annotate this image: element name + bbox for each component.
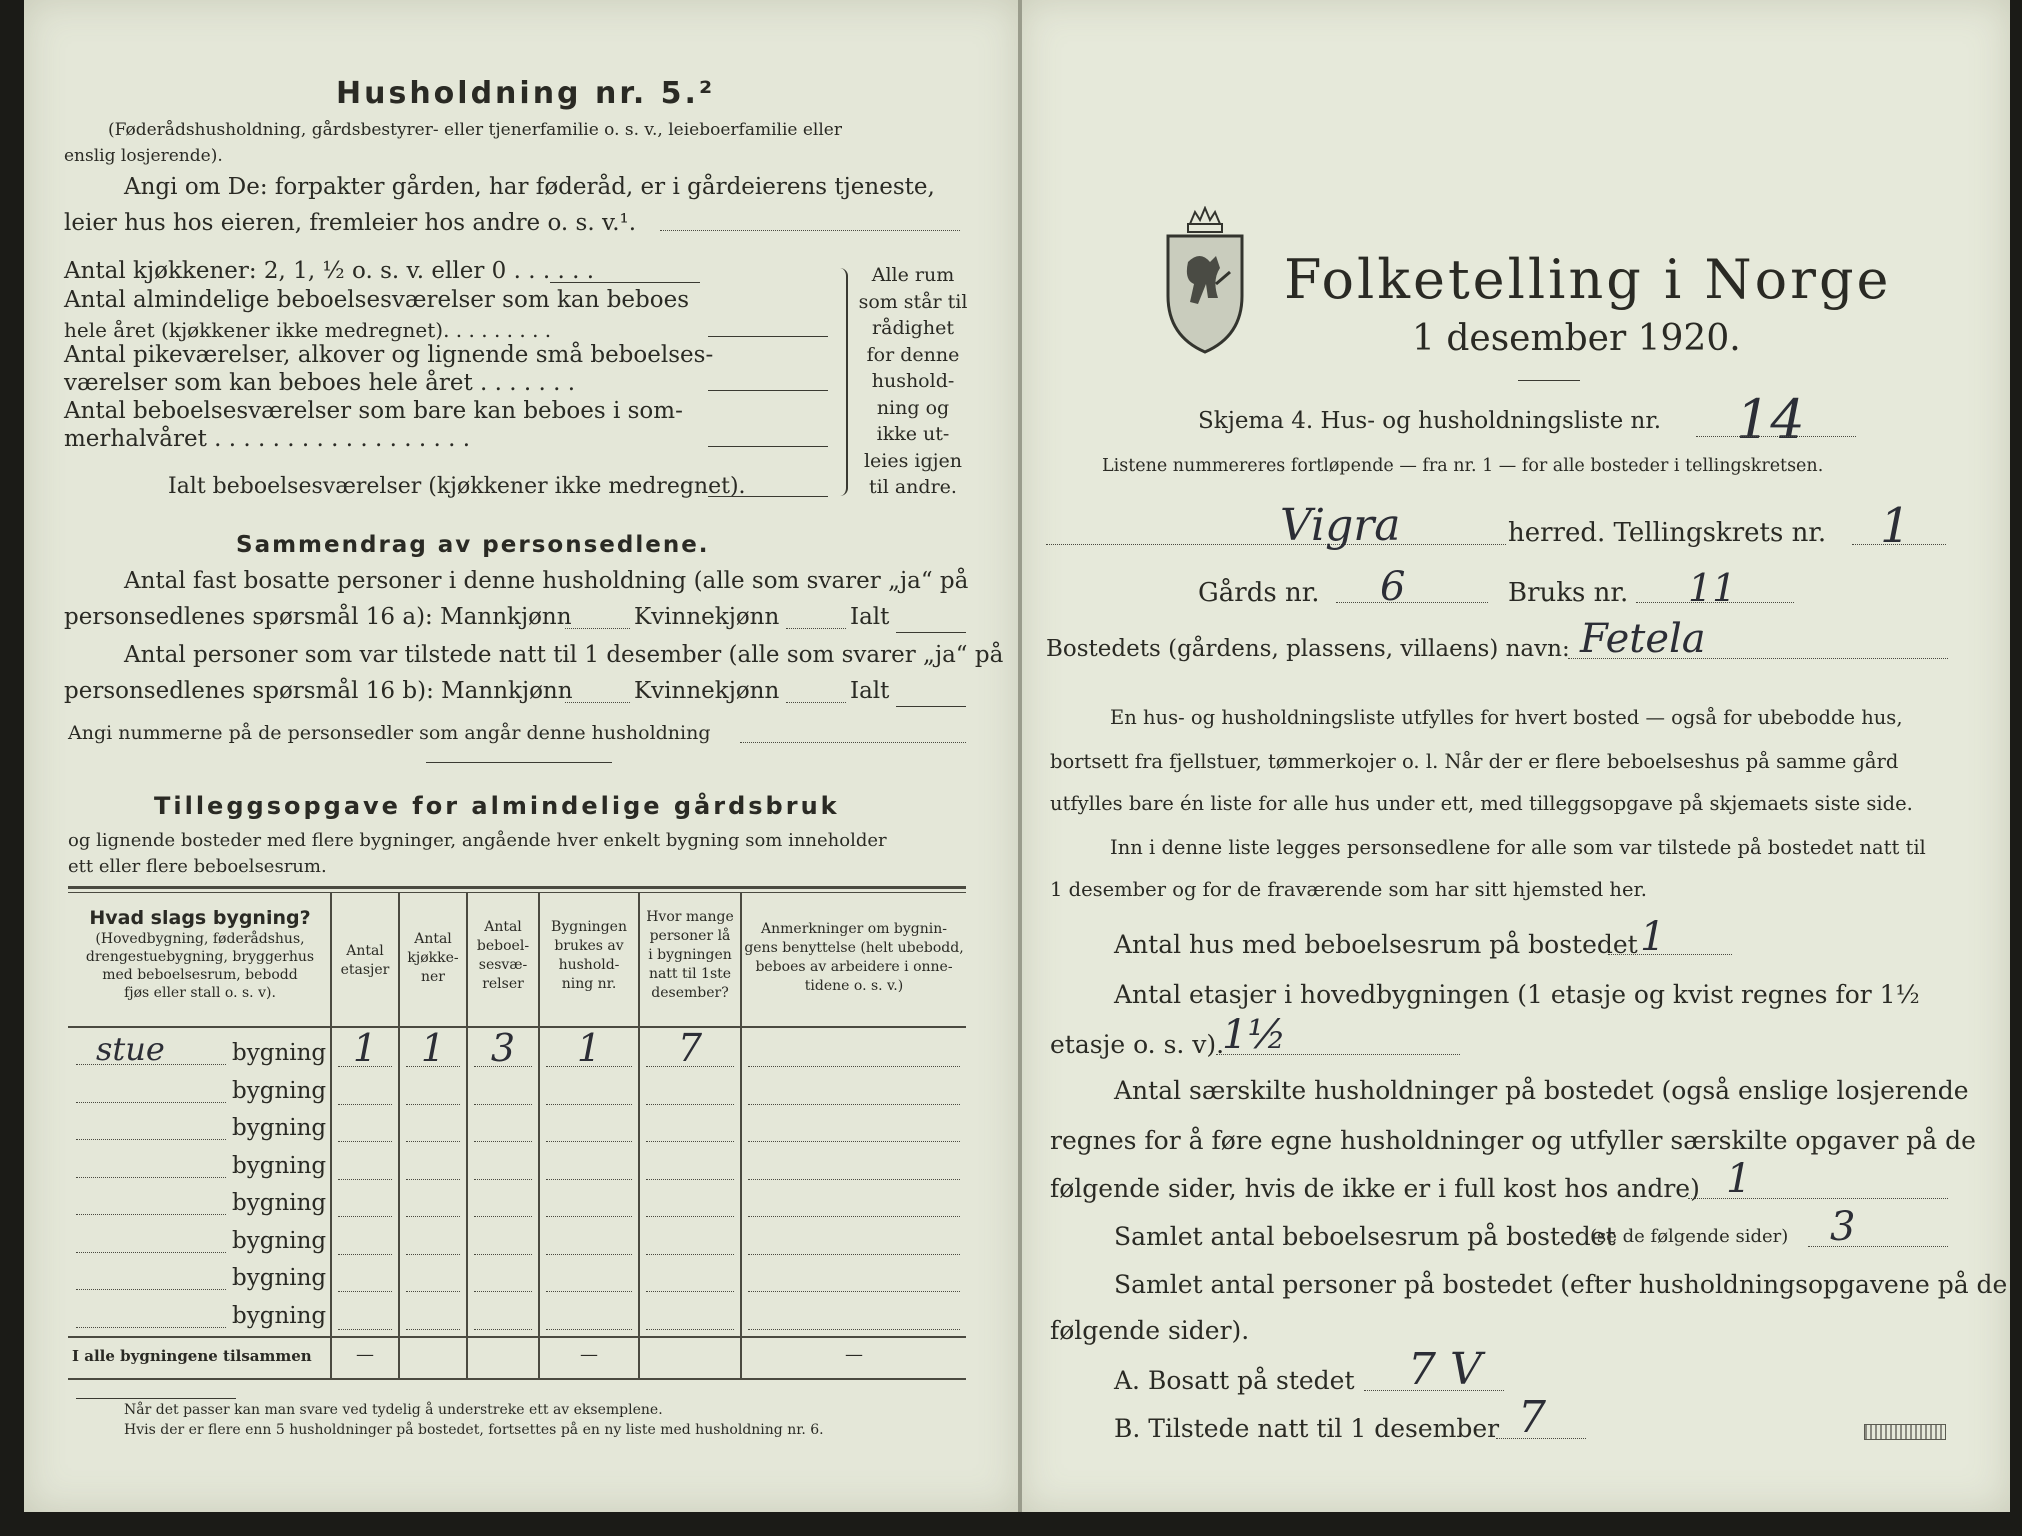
total-remarks: — — [845, 1344, 863, 1365]
fixed-female-label: Kvinnekjønn — [634, 604, 780, 630]
building-type-line — [76, 1327, 226, 1328]
cell-line — [748, 1066, 960, 1067]
maid-rooms-2: værelser som kan beboes hele året . . . . . . . — [64, 370, 576, 396]
fixed-residents-1: Antal fast bosatte personer i denne husholdning (alle som svarer „ja“ på — [124, 568, 969, 594]
cell-line — [406, 1329, 460, 1330]
cell-line — [338, 1216, 392, 1217]
fixed-total-line[interactable] — [896, 632, 966, 633]
ordinary-rooms-1: Antal almindelige beboelsesværelser som kan beboes — [64, 287, 690, 313]
supplement-title: Tilleggsopgave for almindelige gårdsbruk — [154, 792, 840, 820]
cell-line — [546, 1066, 632, 1067]
cell-line — [474, 1329, 532, 1330]
bruks-value[interactable]: 11 — [1688, 566, 1737, 610]
cell-line — [546, 1216, 632, 1217]
resident-label: A. Bosatt på stedet — [1114, 1366, 1355, 1395]
rooms-answer-line-2[interactable] — [708, 390, 828, 391]
cell-line — [546, 1104, 632, 1105]
tenure-question-1: Angi om De: forpakter gården, har føderåd, er i gårdeierens tjeneste, — [124, 174, 935, 200]
cell-line — [546, 1141, 632, 1142]
cell-line — [338, 1291, 392, 1292]
supplement-desc-2: ett eller flere beboelsesrum. — [68, 856, 327, 877]
cell-line — [646, 1179, 734, 1180]
cell-line — [406, 1254, 460, 1255]
cell-line — [406, 1179, 460, 1180]
fixed-female-line[interactable] — [786, 628, 846, 629]
herred-value[interactable]: Vigra — [1280, 500, 1401, 551]
persons-2: følgende sider). — [1050, 1316, 1250, 1345]
cell-line — [474, 1254, 532, 1255]
cell-line — [338, 1254, 392, 1255]
printer-stamp — [1864, 1424, 1946, 1440]
building-type-line — [76, 1139, 226, 1140]
building-row-label: bygning — [232, 1265, 327, 1291]
cell-line — [546, 1179, 632, 1180]
household-subtitle-1: (Føderådshusholdning, gårdsbestyrer- eller tjenerfamilie o. s. v., leieboerfamilie eller — [108, 120, 842, 140]
total-rooms-label: Ialt beboelsesværelser (kjøkkener ikke medregnet). — [168, 474, 746, 499]
cell-floors[interactable]: 1 — [352, 1026, 378, 1070]
cell-line — [748, 1329, 960, 1330]
brace-bracket — [840, 268, 848, 496]
cell-line — [406, 1141, 460, 1142]
total-rooms-line[interactable] — [708, 496, 828, 497]
cell-line — [748, 1254, 960, 1255]
census-title: Folketelling i Norge — [1284, 248, 1892, 311]
cell-line — [646, 1104, 734, 1105]
present-persons-2: personsedlenes spørsmål 16 b): Mannkjønn — [64, 678, 573, 704]
floors-value[interactable]: 1½ — [1222, 1012, 1287, 1058]
instructions-1: En hus- og husholdningsliste utfylles for hvert bosted — også for ubebodde hus, — [1110, 706, 1903, 729]
numbers-label: Angi nummerne på de personsedler som angår denne husholdning — [68, 722, 711, 744]
present-female-line[interactable] — [786, 702, 846, 703]
cell-line — [646, 1291, 734, 1292]
tenure-answer-line[interactable] — [660, 230, 960, 231]
building-type-line — [76, 1252, 226, 1253]
summary-title: Sammendrag av personsedlene. — [236, 532, 710, 558]
floors-2: etasje o. s. v). — [1050, 1030, 1225, 1059]
cell-line — [474, 1104, 532, 1105]
cell-line — [474, 1216, 532, 1217]
table-top-rule — [68, 886, 966, 889]
section-divider — [426, 762, 612, 763]
cell-line — [406, 1066, 460, 1067]
cell-line — [338, 1104, 392, 1105]
building-row-label: bygning — [232, 1040, 327, 1066]
bruks-label: Bruks nr. — [1508, 578, 1629, 608]
herred-line — [1046, 544, 1506, 545]
schema-number-line — [1696, 436, 1856, 437]
cell-line — [748, 1216, 960, 1217]
krets-value[interactable]: 1 — [1880, 498, 1911, 554]
persons-1: Samlet antal personer på bostedet (efter husholdningsopgavene på de — [1114, 1270, 2008, 1299]
footnote-rule — [76, 1398, 236, 1399]
building-type-line — [76, 1102, 226, 1103]
present-male-line[interactable] — [565, 702, 630, 703]
cell-persons[interactable]: 7 — [677, 1026, 703, 1070]
rooms-total-line — [1808, 1246, 1948, 1247]
cell-line — [338, 1179, 392, 1180]
building-row-label: bygning — [232, 1115, 327, 1141]
present-label: B. Tilstede natt til 1 desember — [1114, 1414, 1500, 1443]
cell-line — [338, 1329, 392, 1330]
cell-line — [338, 1141, 392, 1142]
household-title: Husholdning nr. 5.² — [336, 76, 716, 111]
household-subtitle-2: enslig losjerende). — [64, 146, 223, 166]
cell-line — [748, 1141, 960, 1142]
th-kitchens: Antal kjøkke- ner — [407, 931, 459, 985]
cell-kitchens[interactable]: 1 — [420, 1026, 446, 1070]
cell-line — [474, 1141, 532, 1142]
rooms-answer-line-1[interactable] — [708, 336, 828, 337]
cell-line — [646, 1066, 734, 1067]
page-fold — [1018, 0, 1022, 1512]
households-3: følgende sider, hvis de ikke er i full kost hos andre) — [1050, 1174, 1700, 1203]
present-female-label: Kvinnekjønn — [634, 678, 780, 704]
building-row-label: bygning — [232, 1190, 327, 1216]
supplement-desc-1: og lignende bosteder med flere bygninger, angående hver enkelt bygning som inneholder — [68, 830, 887, 851]
present-value[interactable]: 7 — [1518, 1392, 1546, 1443]
numbering-note: Listene nummereres fortløpende — fra nr. 1 — for alle bosteder i tellingskretsen. — [1102, 456, 1824, 476]
building-type-line — [76, 1289, 226, 1290]
houses-line — [1608, 954, 1732, 955]
instructions-2: bortsett fra fjellstuer, tømmerkojer o. l. Når der er flere beboelseshus på samme gård — [1050, 750, 1899, 773]
total-floors: — — [356, 1344, 374, 1365]
footnote-1: Når det passer kan man svare ved tydelig å understreke ett av eksemplene. — [124, 1402, 663, 1418]
houses-value[interactable]: 1 — [1640, 914, 1666, 960]
summer-rooms-2: merhalvåret . . . . . . . . . . . . . . . . . . — [64, 426, 471, 452]
building-type-line — [76, 1214, 226, 1215]
rooms-total-small: (se de følgende sider) — [1590, 1226, 1789, 1247]
cell-line — [646, 1141, 734, 1142]
instructions-4: Inn i denne liste legges personsedlene for alle som var tilstede på bostedet natt til — [1110, 836, 1926, 859]
footnote-2: Hvis der er flere enn 5 husholdninger på bostedet, fortsettes på en ny liste med husholdning nr. 6. — [124, 1422, 824, 1438]
floors-1: Antal etasjer i hovedbygningen (1 etasje og kvist regnes for 1½ — [1114, 980, 1920, 1009]
households-2: regnes for å føre egne husholdninger og utfyller særskilte opgaver på de — [1050, 1126, 1976, 1155]
th-building-type: Hvad slags bygning? (Hovedbygning, føderådshus, drengestuebygning, bryggerhus med beboelsesrum, bebodd fjøs eller stall o. s. v). — [85, 907, 315, 1001]
side-note: Alle rum som står til rådighet for denne hushold- ning og ikke ut- leies igjen til andre. — [858, 264, 968, 498]
kitchens-line[interactable] — [550, 282, 700, 283]
coat-of-arms-icon — [1160, 206, 1250, 360]
present-total-label: Ialt — [850, 678, 890, 704]
cell-line — [474, 1291, 532, 1292]
gards-line — [1336, 602, 1488, 603]
fixed-residents-2: personsedlenes spørsmål 16 a): Mannkjønn — [64, 604, 572, 630]
table-top-rule-2 — [68, 892, 966, 893]
kitchens-label: Antal kjøkkener: 2, 1, ½ o. s. v. eller 0 . . . . . . — [64, 258, 595, 284]
th-household-nr: Bygningen brukes av hushold- ning nr. — [551, 919, 627, 992]
title-divider — [1518, 380, 1580, 381]
table-total-top-rule — [68, 1336, 966, 1338]
tenure-question-2: leier hus hos eieren, fremleier hos andre o. s. v.¹. — [64, 210, 637, 236]
bosted-label: Bostedets (gårdens, plassens, villaens) navn: — [1046, 636, 1570, 662]
summer-rooms-1: Antal beboelsesværelser som bare kan beboes i som- — [64, 398, 683, 424]
schema-number[interactable]: 14 — [1736, 388, 1805, 451]
instructions-3: utfylles bare én liste for alle hus under ett, med tilleggsopgave på skjemaets siste side. — [1050, 792, 1913, 815]
fixed-total-label: Ialt — [850, 604, 890, 630]
instructions-5: 1 desember og for de fraværende som har sitt hjemsted her. — [1050, 878, 1647, 901]
cell-line — [406, 1104, 460, 1105]
building-row-label: bygning — [232, 1152, 327, 1179]
building-row-label: bygning — [232, 1077, 327, 1104]
total-household: — — [580, 1344, 598, 1365]
building-row-label: bygning — [232, 1302, 327, 1329]
cell-line — [748, 1104, 960, 1105]
houses-label: Antal hus med beboelsesrum på bostedet — [1114, 930, 1638, 959]
fixed-male-line[interactable] — [565, 628, 630, 629]
th-remarks: Anmerkninger om bygnin- gens benyttelse (helt ubebodd, beboes av arbeidere i onne- tidene o. s. v.) — [744, 921, 964, 994]
cell-line — [406, 1216, 460, 1217]
present-total-line[interactable] — [896, 706, 966, 707]
cell-line — [546, 1254, 632, 1255]
cell-line — [646, 1216, 734, 1217]
building-row-label: bygning — [232, 1227, 327, 1254]
th-rooms: Antal beboel- sesvæ- relser — [476, 919, 530, 992]
th-floors: Antal etasjer — [340, 943, 390, 978]
gards-value[interactable]: 6 — [1380, 564, 1406, 610]
cell-line — [406, 1291, 460, 1292]
cell-line — [338, 1066, 392, 1067]
bosted-value[interactable]: Fetela — [1580, 616, 1706, 662]
rooms-answer-line-3[interactable] — [708, 446, 828, 447]
cell-line — [646, 1254, 734, 1255]
rooms-total-label: Samlet antal beboelsesrum på bostedet — [1114, 1222, 1616, 1251]
gards-label: Gårds nr. — [1198, 578, 1320, 608]
cell-line — [546, 1291, 632, 1292]
building-type-value[interactable]: stue — [96, 1030, 165, 1068]
cell-household[interactable]: 1 — [576, 1026, 602, 1070]
households-1: Antal særskilte husholdninger på bostedet (også enslige losjerende — [1114, 1076, 1969, 1105]
households-value[interactable]: 1 — [1726, 1156, 1752, 1202]
numbers-line[interactable] — [740, 742, 966, 743]
cell-line — [474, 1179, 532, 1180]
census-date: 1 desember 1920. — [1412, 318, 1741, 359]
building-type-line — [76, 1177, 226, 1178]
rooms-total-value[interactable]: 3 — [1830, 1204, 1856, 1250]
schema-label: Skjema 4. Hus- og husholdningsliste nr. — [1198, 408, 1662, 434]
ordinary-rooms-2: hele året (kjøkkener ikke medregnet). . . . . . . . . — [64, 318, 552, 342]
resident-value[interactable]: 7 V — [1408, 1344, 1482, 1395]
cell-rooms[interactable]: 3 — [490, 1026, 516, 1070]
present-persons-1: Antal personer som var tilstede natt til 1 desember (alle som svarer „ja“ på — [124, 642, 1004, 668]
cell-line — [748, 1179, 960, 1180]
cell-line — [646, 1329, 734, 1330]
th-persons: Hvor mange personer lå i bygningen natt til 1ste desember? — [646, 909, 734, 1001]
cell-line — [748, 1291, 960, 1292]
herred-label: herred. Tellingskrets nr. — [1508, 518, 1827, 548]
maid-rooms-1: Antal pikeværelser, alkover og lignende små beboelses- — [64, 342, 714, 368]
cell-line — [546, 1329, 632, 1330]
cell-line — [474, 1066, 532, 1067]
table-bottom-rule — [68, 1378, 966, 1380]
table-total-label: I alle bygningene tilsammen — [72, 1347, 312, 1365]
